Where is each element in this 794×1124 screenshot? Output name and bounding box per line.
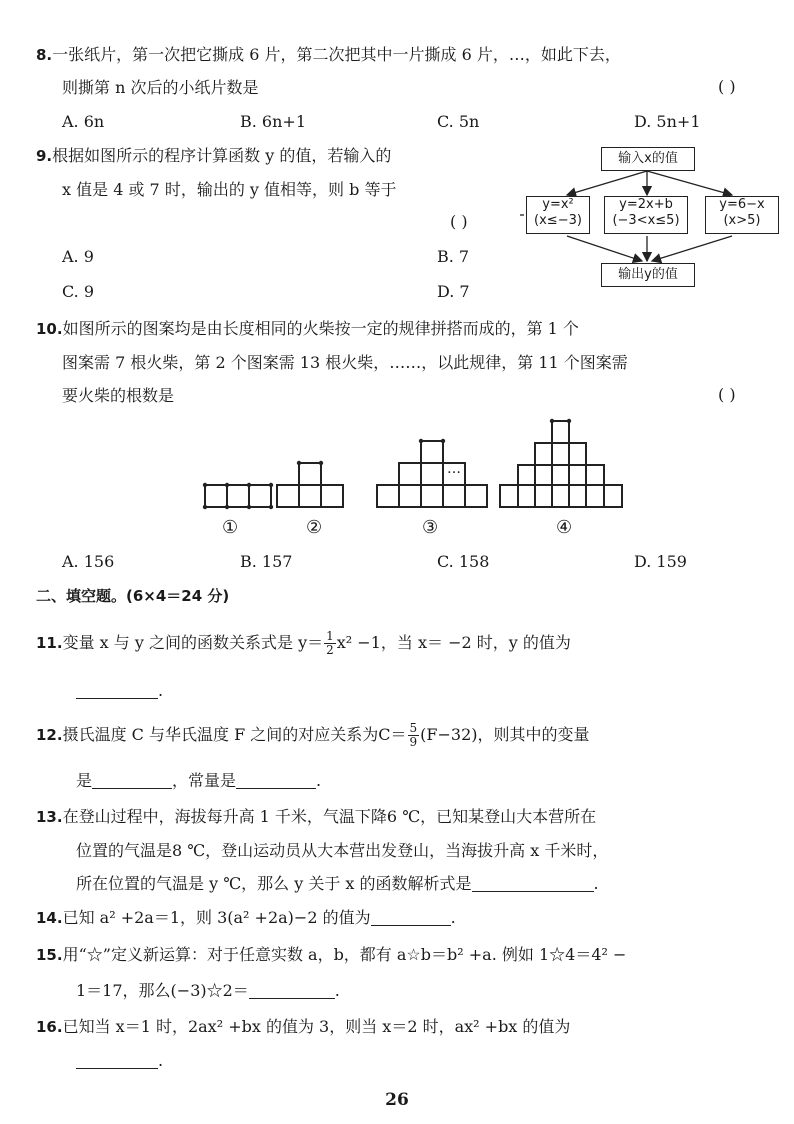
q9-option-c[interactable]: C. 9	[62, 282, 95, 301]
q9-line1: 9.根据如图所示的程序计算函数 y 的值，若输入的	[36, 146, 392, 165]
q10-line1: 10.如图所示的图案均是由长度相同的火柴按一定的规律拼搭而成的，第 1 个	[36, 319, 579, 338]
q14-answer-blank[interactable]	[371, 909, 451, 926]
q9-option-d[interactable]: D. 7	[437, 282, 470, 301]
q10-line3: 要火柴的根数是	[62, 386, 175, 405]
q16-answer-blank[interactable]	[76, 1052, 158, 1069]
q11-line1: 11.变量 x 与 y 之间的函数关系式是 y＝ $\frac{1}{2}$ x² −1，当 x＝ −2 时，y 的值为	[36, 629, 571, 657]
q13-line3: 所在位置的气温是 y ℃，那么 y 关于 x 的函数解析式是 .	[76, 874, 599, 893]
pattern-label-4: ④	[556, 517, 573, 538]
flow-branch2-box: y=2x+b (−3<x≤5)	[604, 196, 688, 234]
q15-line1: 15.用“☆”定义新运算：对于任意实数 a，b，都有 a☆b＝b² +a. 例如 1☆4＝4² −	[36, 945, 627, 964]
q8-option-a[interactable]: A. 6n	[62, 112, 105, 131]
q8-option-d[interactable]: D. 5n+1	[634, 112, 701, 131]
pattern-label-2: ②	[306, 517, 323, 538]
q16-line1: 16.已知当 x＝1 时，2ax² +bx 的值为 3，则当 x＝2 时，ax² +bx 的值为	[36, 1017, 571, 1036]
q12-variable-blank[interactable]	[92, 772, 172, 789]
flow-branch3-box: y=6−x (x>5)	[705, 196, 779, 234]
q10-option-a[interactable]: A. 156	[62, 552, 115, 571]
q9-answer-paren[interactable]: ( )	[450, 212, 468, 231]
q10-option-b[interactable]: B. 157	[240, 552, 293, 571]
q12-line1: 12.摄氏温度 C 与华氏温度 F 之间的对应关系为C＝ $\frac{5}{9}$ (F−32)，则其中的变量	[36, 721, 590, 749]
q16-line2: .	[76, 1050, 163, 1072]
pattern-label-3: ③	[422, 517, 439, 538]
q9-option-b[interactable]: B. 7	[437, 247, 470, 266]
q15-answer-blank[interactable]	[249, 982, 335, 999]
q8-option-c[interactable]: C. 5n	[437, 112, 480, 131]
pattern-label-1: ①	[222, 517, 239, 538]
q12-constant-blank[interactable]	[236, 772, 316, 789]
q13-line2: 位置的气温是8 ℃，登山运动员从大本营出发登山，当海拔升高 x 千米时，	[76, 841, 609, 860]
q8-line2: 则撕第 n 次后的小纸片数是	[62, 78, 259, 97]
q10-option-c[interactable]: C. 158	[437, 552, 490, 571]
pattern-ellipsis: …	[447, 461, 461, 477]
q8-answer-paren[interactable]: ( )	[718, 77, 736, 96]
q11-answer-blank[interactable]	[76, 682, 158, 699]
q13-answer-blank[interactable]	[472, 875, 594, 892]
page-number: 26	[385, 1090, 409, 1110]
q12-fraction: $\frac{5}{9}$	[409, 721, 418, 749]
q8-option-b[interactable]: B. 6n+1	[240, 112, 306, 131]
matchstick-patterns	[195, 415, 665, 515]
q10-line2: 图案需 7 根火柴，第 2 个图案需 13 根火柴，……，以此规律，第 11 个图案需	[62, 353, 628, 372]
q11-fraction: $\frac{1}{2}$	[326, 629, 334, 657]
q10-answer-paren[interactable]: ( )	[718, 385, 736, 404]
q10-option-d[interactable]: D. 159	[634, 552, 687, 571]
flow-input-box: 输入x的值	[601, 147, 695, 171]
q12-line2: 是 ，常量是 .	[76, 771, 322, 790]
q13-line1: 13.在登山过程中，海拔每升高 1 千米，气温下降6 ℃，已知某登山大本营所在	[36, 807, 597, 826]
q9-option-a[interactable]: A. 9	[62, 247, 94, 266]
q15-line2: 1＝17，那么(−3)☆2＝ .	[76, 981, 340, 1000]
q8-line1: 8.一张纸片，第一次把它撕成 6 片，第二次把其中一片撕成 6 片，…，如此下去，	[36, 45, 621, 64]
section-fill-in-heading: 二、填空题。(6×4＝24 分)	[36, 587, 230, 605]
q14-line: 14.已知 a² +2a＝1，则 3(a² +2a)−2 的值为 .	[36, 908, 456, 927]
flow-branch1-box: y=x² (x≤−3)	[526, 196, 590, 234]
q9-line2: x 值是 4 或 7 时，输出的 y 值相等，则 b 等于	[62, 180, 397, 199]
flow-output-box: 输出y的值	[601, 263, 695, 287]
q11-line2: .	[76, 680, 163, 702]
